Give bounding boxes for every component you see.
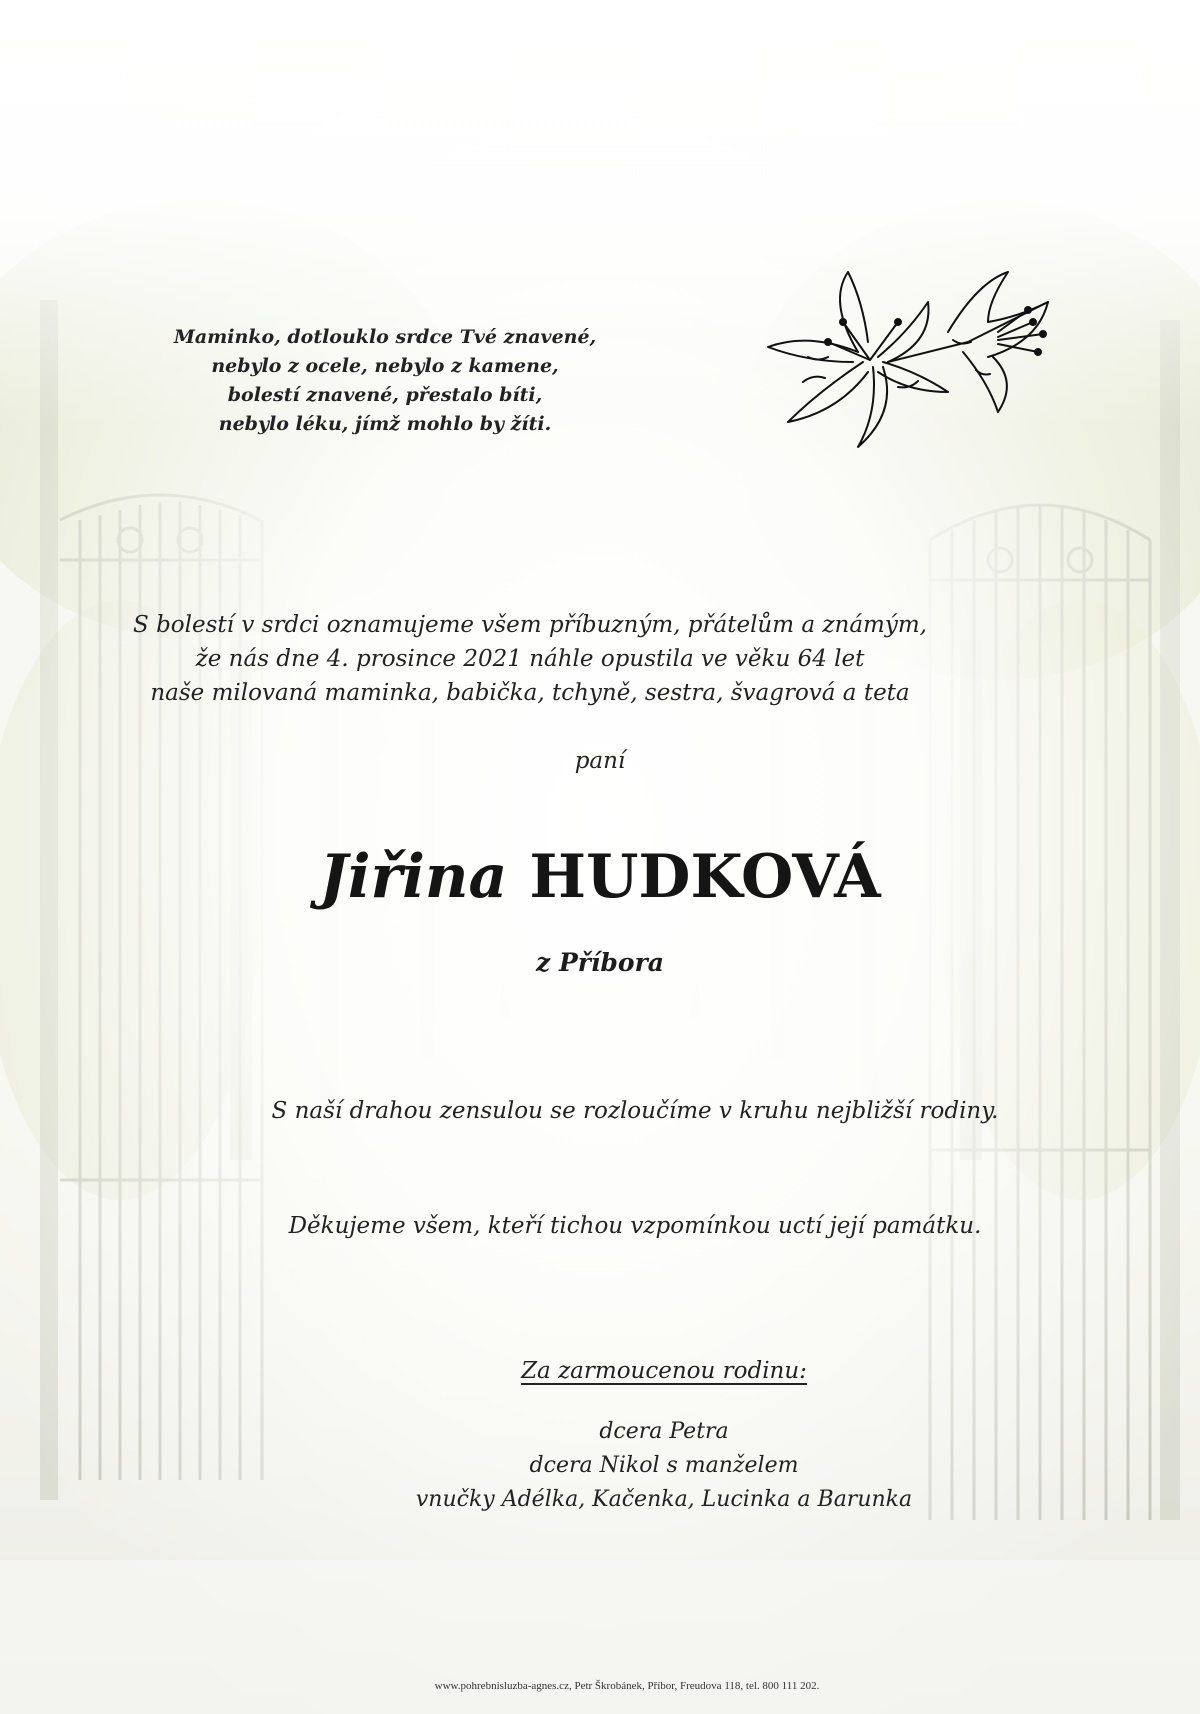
family-member: dcera Nikol s manželem — [529, 1453, 799, 1478]
poem-line: Maminko, dotlouklo srdce Tvé znavené, — [173, 326, 597, 348]
thanks-text: Děkujeme všem, kteří tichou vzpomínkou uctí její památku. — [288, 1213, 982, 1239]
deceased-first-name: Jiřina — [319, 842, 508, 912]
lily-flowers-icon — [748, 262, 1066, 452]
poem-line: nebylo léku, jímž mohlo by žíti. — [218, 413, 552, 435]
poem — [150, 323, 620, 439]
deceased-last-name: HUDKOVÁ — [529, 842, 881, 912]
announcement-line: S bolestí v srdci oznamujeme všem příbuzným, přátelům a známým, — [133, 612, 927, 638]
announcement-line: že nás dne 4. prosince 2021 náhle opustila ve věku 64 let — [195, 646, 865, 672]
footer-contact: www.pohrebnisluzba-agnes.cz, Petr Škrobánek, Příbor, Freudova 118, tel. 800 111 202. — [434, 1680, 820, 1692]
farewell-text: S naší drahou zensulou se rozloučíme v kruhu nejbližší rodiny. — [271, 1098, 999, 1124]
deceased-origin: z Příbora — [536, 948, 664, 977]
poem-line: bolestí znavené, přestalo bíti, — [227, 384, 543, 406]
family-heading: Za zarmoucenou rodinu: — [521, 1358, 807, 1384]
announcement-line: naše milovaná maminka, babička, tchyně, sestra, švagrová a teta — [150, 680, 910, 706]
deceased-name — [0, 842, 1200, 912]
family-members — [0, 1415, 1200, 1517]
family-member: vnučky Adélka, Kačenka, Lucinka a Barunka — [415, 1487, 913, 1512]
family-member: dcera Petra — [599, 1419, 729, 1444]
honorific: paní — [574, 748, 626, 774]
announcement — [130, 608, 930, 710]
poem-line: nebylo z ocele, nebylo z kamene, — [211, 355, 559, 377]
